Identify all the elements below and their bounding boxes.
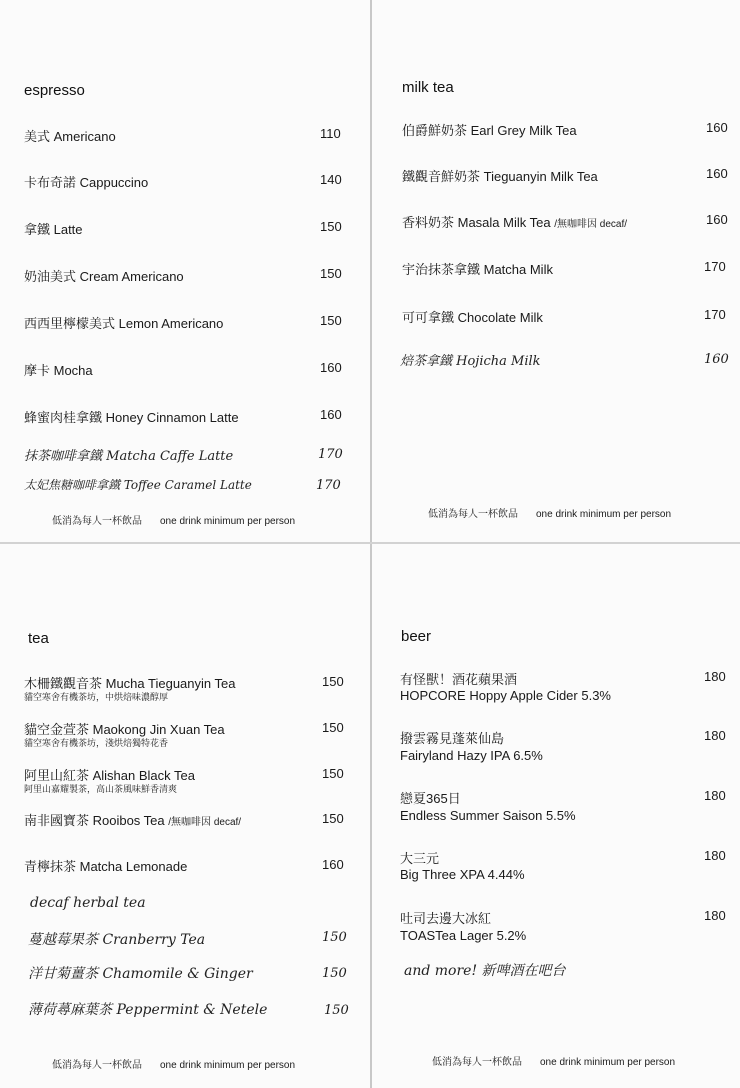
menu-item-price: 180: [704, 669, 726, 684]
menu-item-price: 170: [704, 259, 726, 274]
menu-item-name: 阿里山紅茶 Alishan Black Tea: [24, 768, 195, 783]
menu-item-description: 貓空寒舍有機茶坊，中烘焙味濃醇厚: [24, 692, 169, 702]
minimum-order-note: [432, 1053, 675, 1068]
beer-name-en: TOASTea Lager 5.2%: [400, 928, 527, 943]
menu-item-name: 奶油美式 Cream Americano: [24, 269, 184, 284]
menu-item-price: 160: [320, 407, 342, 422]
menu-item-name: 木柵鐵觀音茶 Mucha Tieguanyin Tea: [24, 676, 236, 691]
menu-item-price: 150: [322, 674, 344, 689]
minimum-order-note: [428, 505, 671, 520]
footer-en: one drink minimum per person: [160, 516, 296, 527]
menu-item-price: 150: [322, 720, 344, 735]
menu-item-price: 180: [704, 728, 726, 743]
menu-item-row: [402, 212, 627, 231]
menu-item-price: 140: [320, 172, 342, 187]
menu-item-name: 西西里檸檬美式 Lemon Americano: [24, 316, 224, 331]
menu-item-name: 貓空金萱茶 Maokong Jin Xuan Tea: [24, 722, 225, 737]
menu-item-price: 170: [316, 478, 341, 493]
footer-en: one drink minimum per person: [536, 509, 672, 520]
menu-item-price: 150: [322, 930, 347, 945]
menu-item-price: 150: [320, 313, 342, 328]
menu-item-name: 蜂蜜肉桂拿鐵 Honey Cinnamon Latte: [24, 410, 239, 425]
menu-item-price: 150: [324, 1003, 349, 1018]
footer-en: one drink minimum per person: [160, 1060, 296, 1071]
menu-item-price: 150: [322, 766, 344, 781]
menu-item-price: 160: [706, 166, 728, 181]
menu-item-name: 香料奶茶 Masala Milk Tea: [402, 215, 551, 230]
menu-item-row: [24, 810, 241, 829]
menu-item-name: 宇治抹茶拿鐵 Matcha Milk: [402, 262, 553, 277]
menu-item-price: 180: [704, 788, 726, 803]
beer-name-en: HOPCORE Hoppy Apple Cider 5.3%: [400, 688, 611, 703]
page-fold-vertical: [370, 0, 372, 1088]
menu-item-name: 摩卡 Mocha: [24, 363, 93, 378]
decaf-note: /無咖啡因 decaf/: [168, 817, 242, 828]
beer-name-cn: 撥雲霧見蓬萊仙島: [400, 731, 505, 746]
beer-name-en: Fairyland Hazy IPA 6.5%: [400, 748, 543, 763]
menu-item-price: 160: [320, 360, 342, 375]
menu-item-name: 卡布奇諾 Cappuccino: [24, 175, 149, 190]
menu-item-price: 150: [322, 811, 344, 826]
menu-item-description: 阿里山嘉耀製茶，高山茶風味鮮香清爽: [24, 784, 178, 794]
menu-item-price: 160: [706, 120, 728, 135]
footer-cn: 低消為每人一杯飲品: [52, 516, 142, 527]
tea-section-title: tea: [28, 630, 49, 647]
beer-name-en: Endless Summer Saison 5.5%: [400, 808, 576, 823]
beer-name-en: Big Three XPA 4.44%: [400, 867, 525, 882]
menu-item-name-handwritten: 薄荷蕁麻葉茶 Peppermint & Netele: [28, 1002, 268, 1018]
menu-item-name-handwritten: 蔓越莓果茶 Cranberry Tea: [28, 932, 206, 948]
footer-en: one drink minimum per person: [540, 1057, 676, 1068]
beer-name-cn: 有怪獸！酒花蘋果酒: [400, 672, 518, 687]
menu-item-name: 鐵觀音鮮奶茶 Tieguanyin Milk Tea: [402, 169, 598, 184]
menu-item-price: 160: [706, 212, 728, 227]
menu-item-name: 拿鐵 Latte: [24, 222, 83, 237]
milk-tea-section-title: milk tea: [402, 79, 454, 96]
menu-item-price: 150: [322, 966, 347, 981]
menu-item-name-handwritten: 洋甘菊薑茶 Chamomile & Ginger: [28, 966, 253, 982]
menu-item-description: 貓空寒舍有機茶坊，淺烘焙獨特花香: [24, 738, 169, 748]
minimum-order-note: [52, 512, 295, 527]
milk-tea-menu-page: [372, 0, 740, 542]
menu-item-price: 180: [704, 908, 726, 923]
menu-item-name-handwritten: 抹茶咖啡拿鐵 Matcha Caffe Latte: [24, 449, 234, 464]
menu-item-price: 160: [322, 857, 344, 872]
menu-item-name: 南非國寶茶 Rooibos Tea: [24, 813, 165, 828]
menu-item-name: 美式 Americano: [24, 129, 116, 144]
menu-item-name: 伯爵鮮奶茶 Earl Grey Milk Tea: [402, 123, 577, 138]
beer-name-cn: 大三元: [400, 851, 440, 866]
footer-cn: 低消為每人一杯飲品: [52, 1060, 142, 1071]
menu-item-name-handwritten: 焙茶拿鐵 Hojicha Milk: [400, 354, 541, 369]
espresso-section-title: espresso: [24, 82, 85, 99]
menu-item-price: 180: [704, 848, 726, 863]
beer-section-title: beer: [401, 628, 432, 645]
menu-item-name: 青檸抹茶 Matcha Lemonade: [24, 859, 188, 874]
espresso-menu-page: [0, 0, 370, 542]
tea-menu-page: [0, 544, 370, 1088]
menu-item-price: 110: [320, 126, 341, 141]
more-beer-note: and more! 新啤酒在吧台: [404, 963, 566, 979]
menu-item-price: 150: [320, 219, 342, 234]
minimum-order-note: [52, 1056, 295, 1071]
beer-name-cn: 吐司去邊大冰紅: [400, 911, 492, 926]
menu-item-name: 可可拿鐵 Chocolate Milk: [402, 310, 543, 325]
menu-item-price: 150: [320, 266, 342, 281]
herbal-tea-heading: decaf herbal tea: [30, 895, 146, 911]
footer-cn: 低消為每人一杯飲品: [428, 509, 518, 520]
menu-item-price: 160: [704, 352, 729, 367]
beer-menu-page: [372, 544, 740, 1088]
footer-cn: 低消為每人一杯飲品: [432, 1057, 522, 1068]
menu-item-price: 170: [704, 307, 726, 322]
page-fold-horizontal: [0, 542, 740, 544]
menu-item-price: 170: [318, 447, 343, 462]
menu-item-name-handwritten: 太妃焦糖咖啡拿鐵 Toffee Caramel Latte: [24, 478, 252, 492]
decaf-note: /無咖啡因 decaf/: [554, 219, 628, 230]
beer-name-cn: 戀夏365日: [400, 791, 461, 806]
